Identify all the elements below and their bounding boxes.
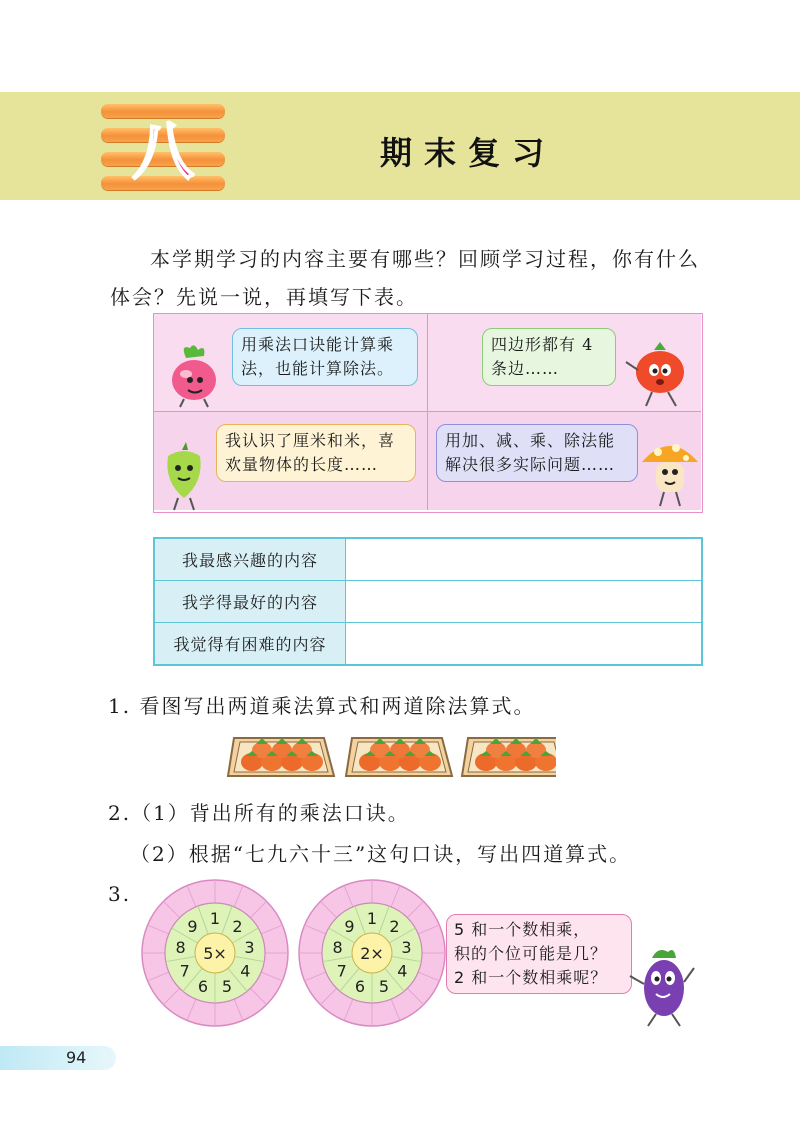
page-number-tab [0, 1046, 116, 1070]
question-3-number: 3. [108, 882, 132, 906]
tomato-character-icon [624, 340, 696, 408]
bubble-line: 积的个位可能是几？ [454, 944, 608, 963]
persimmon-boxes-illustration [226, 720, 556, 782]
reflection-table [153, 537, 703, 666]
dial-number: 4 [240, 961, 251, 981]
dial-number: 5 [378, 976, 390, 996]
review-cell-quadrilateral [428, 314, 701, 412]
question-1: 1. 看图写出两道乘法算式和两道除法算式。 [108, 694, 536, 718]
dial-number: 9 [187, 917, 198, 937]
review-grid [153, 313, 703, 513]
table-row [154, 623, 702, 666]
review-cell-operations [428, 412, 701, 510]
dial-number: 7 [179, 961, 190, 981]
persimmon-box-icon [462, 738, 556, 776]
table-answer-cell[interactable] [346, 623, 703, 666]
dial-number: 6 [197, 976, 209, 996]
persimmon-box-icon [346, 738, 452, 776]
table-row [154, 538, 702, 581]
dial-number: 4 [397, 961, 408, 981]
dial-center-label: 2× [360, 944, 384, 963]
table-label: 我最感兴趣的内容 [154, 538, 346, 581]
dial-number: 6 [354, 976, 366, 996]
dial-number: 1 [209, 909, 221, 928]
dial-center-label: 5× [203, 944, 227, 963]
radish-character-icon [164, 344, 224, 408]
dial-number: 5 [221, 976, 233, 996]
speech-bubble-quadrilateral: 四边形都有 4 条边…… [482, 328, 616, 386]
mushroom-character-icon [640, 436, 700, 510]
multiplication-dial-5 [140, 878, 290, 1028]
speech-bubble-multiplication: 用乘法口诀能计算乘法，也能计算除法。 [232, 328, 418, 386]
bubble-line: 2 和一个数相乘呢？ [454, 968, 608, 987]
speech-bubble-measurement: 我认识了厘米和米，喜欢量物体的长度…… [216, 424, 416, 482]
dial-number: 9 [344, 917, 355, 937]
page-number: 94 [66, 1048, 87, 1067]
dial-number: 3 [244, 937, 255, 957]
dial-number: 1 [366, 909, 378, 928]
dial-number: 3 [401, 937, 412, 957]
bubble-line: 5 和一个数相乘， [454, 920, 591, 939]
review-cell-measurement [154, 412, 428, 510]
chapter-number: 八 [131, 114, 194, 188]
table-answer-cell[interactable] [346, 538, 703, 581]
question-2-part-2: （2）根据“七九六十三”这句口诀，写出四道算式。 [130, 842, 632, 866]
dial-number: 8 [175, 937, 186, 957]
review-cell-multiplication [154, 314, 428, 412]
multiplication-dial-2 [297, 878, 447, 1028]
chapter-title: 期末复习 [380, 134, 557, 172]
intro-paragraph: 本学期学习的内容主要有哪些？回顾学习过程，你有什么体会？先说一说，再填写下表。 [110, 247, 700, 309]
table-label: 我学得最好的内容 [154, 581, 346, 623]
pepper-character-icon [158, 442, 210, 512]
dial-number: 7 [336, 961, 347, 981]
table-label: 我觉得有困难的内容 [154, 623, 346, 666]
chapter-badge [101, 98, 225, 194]
table-row [154, 581, 702, 623]
dial-number: 2 [389, 917, 400, 937]
eggplant-speech-bubble [446, 914, 632, 994]
speech-bubble-operations: 用加、减、乘、除法能解决很多实际问题…… [436, 424, 638, 482]
dial-number: 2 [232, 917, 243, 937]
table-answer-cell[interactable] [346, 581, 703, 623]
question-2-part-1: 2.（1）背出所有的乘法口诀。 [108, 801, 410, 825]
dial-number: 8 [332, 937, 343, 957]
eggplant-character-icon [628, 944, 708, 1028]
persimmon-box-icon [228, 738, 334, 776]
